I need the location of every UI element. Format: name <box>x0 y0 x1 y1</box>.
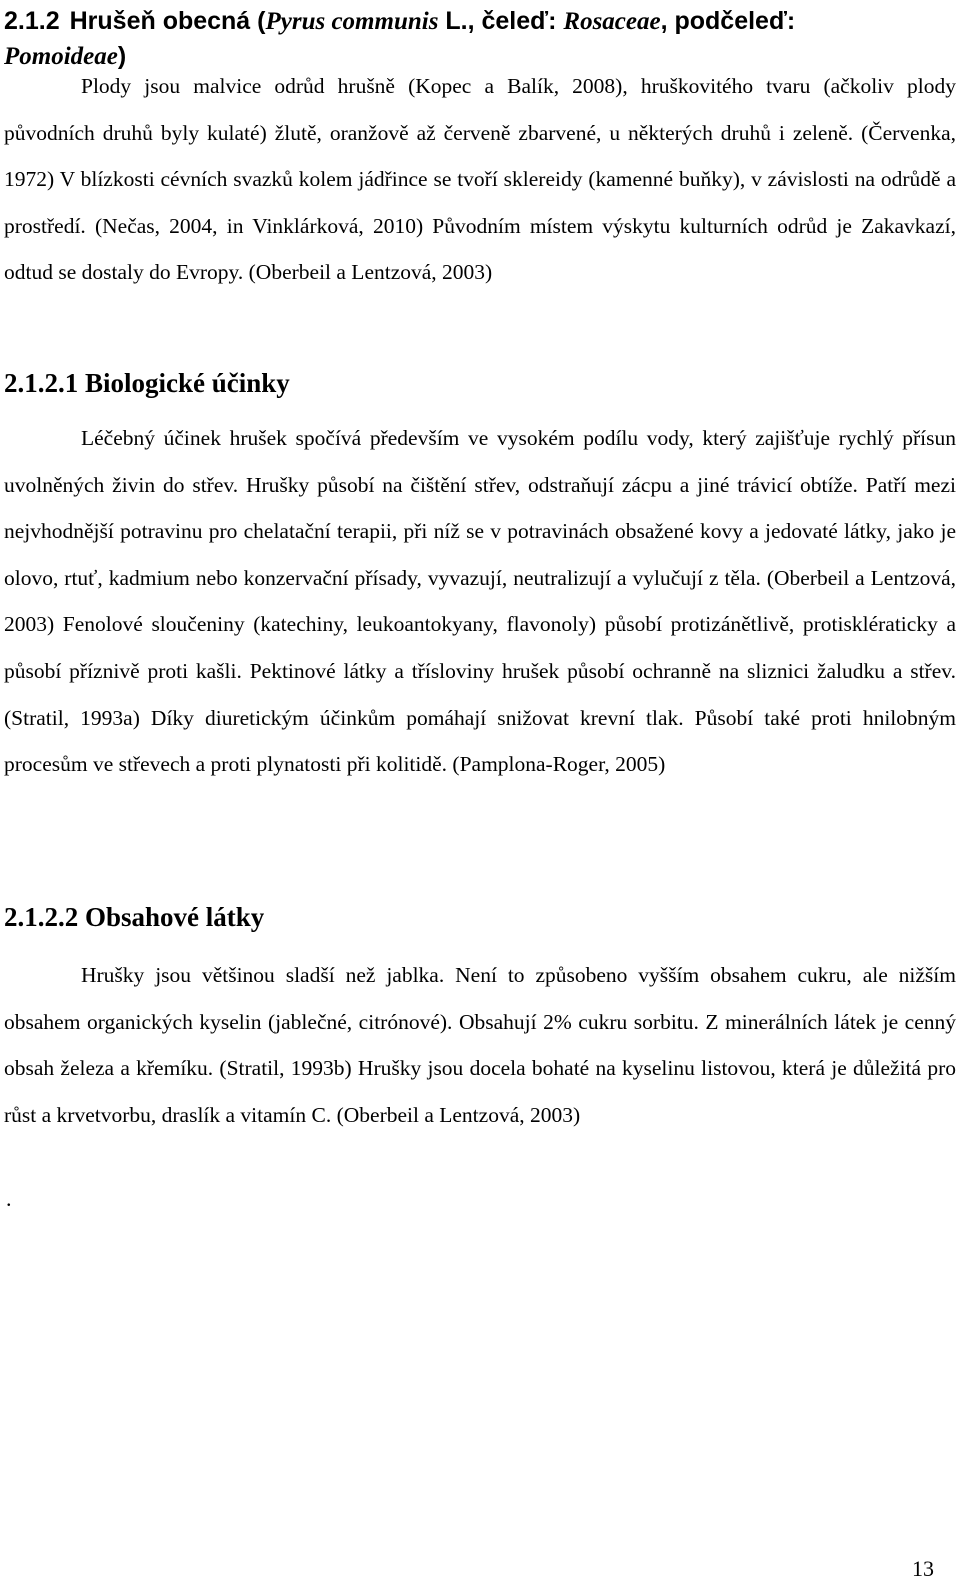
section-number: 2.1.2 <box>4 7 60 35</box>
section-heading: 2.1.2 Hrušeň obecná (Pyrus communis L., čeleď: Rosaceae, podčeleď: Pomoideae) <box>4 7 796 70</box>
biologicke-ucinky-paragraph: Léčebný účinek hrušek spočívá především ve vysokém podílu vody, který zajišťuje rychlý přísun uvolněných živin do střev. Hrušky působí na čištění střev, odstraňují zácpu a jiné trávicí obtíže. Patří mezi nejvhodnější potravinu pro chelatační terapii, při níž se v potravinách obsažené kovy a jedovaté látky, jako je olovo, rtuť, kadmium nebo konzervační přísady, vyvazují, neutralizují a vylučují z těla. (Oberbeil a Lentzová, 2003) Fenolové sloučeniny (katechiny, leukoantokyany, flavonoly) působí protizánětlivě, protisklératicky a působí příznivě proti kašli. Pektinové látky a třísloviny hrušek působí ochranně na sliznici žaludku a střev. (Stratil, 1993a) Díky diuretickým účinkům pomáhají snižovat krevní tlak. Působí také proti hnilobným procesům ve střevech a proti plynatosti při kolitidě. (Pamplona-Roger, 2005) <box>4 426 956 777</box>
subsection-heading-biologicke-ucinky: 2.1.2.1 Biologické účinky <box>4 368 290 398</box>
trailing-dot: . <box>6 1186 12 1211</box>
latin-name: Pyrus communis <box>265 8 439 35</box>
page-number: 13 <box>912 1556 934 1581</box>
family-name: Rosaceae <box>563 8 661 35</box>
subsection-heading-obsahove-latky: 2.1.2.2 Obsahové látky <box>4 902 265 932</box>
subfamily-name: Pomoideae <box>4 43 118 70</box>
obsahove-latky-paragraph: Hrušky jsou většinou sladší než jablka. Není to způsobeno vyšším obsahem cukru, ale nižším obsahem organických kyselin (jablečné, citrónové). Obsahují 2% cukru sorbitu. Z minerálních látek je cenný obsah železa a křemíku. (Stratil, 1993b) Hrušky jsou docela bohaté na kyselinu listovou, která je důležitá pro růst a krvetvorbu, draslík a vitamín C. (Oberbeil a Lentzová, 2003) <box>4 963 956 1127</box>
intro-paragraph: Plody jsou malvice odrůd hrušně (Kopec a Balík, 2008), hruškovitého tvaru (ačkoliv plody původních druhů byly kulaté) žlutě, oranžově až červeně zbarvené, u některých druhů i zeleně. (Červenka, 1972) V blízkosti cévních svazků kolem jádřince se tvoří sklereidy (kamenné buňky), v závislosti na odrůdě a prostředí. (Nečas, 2004, in Vinklárková, 2010) Původním místem výskytu kulturních odrůd je Zakavkazí, odtud se dostaly do Evropy. (Oberbeil a Lentzová, 2003) <box>4 74 956 285</box>
